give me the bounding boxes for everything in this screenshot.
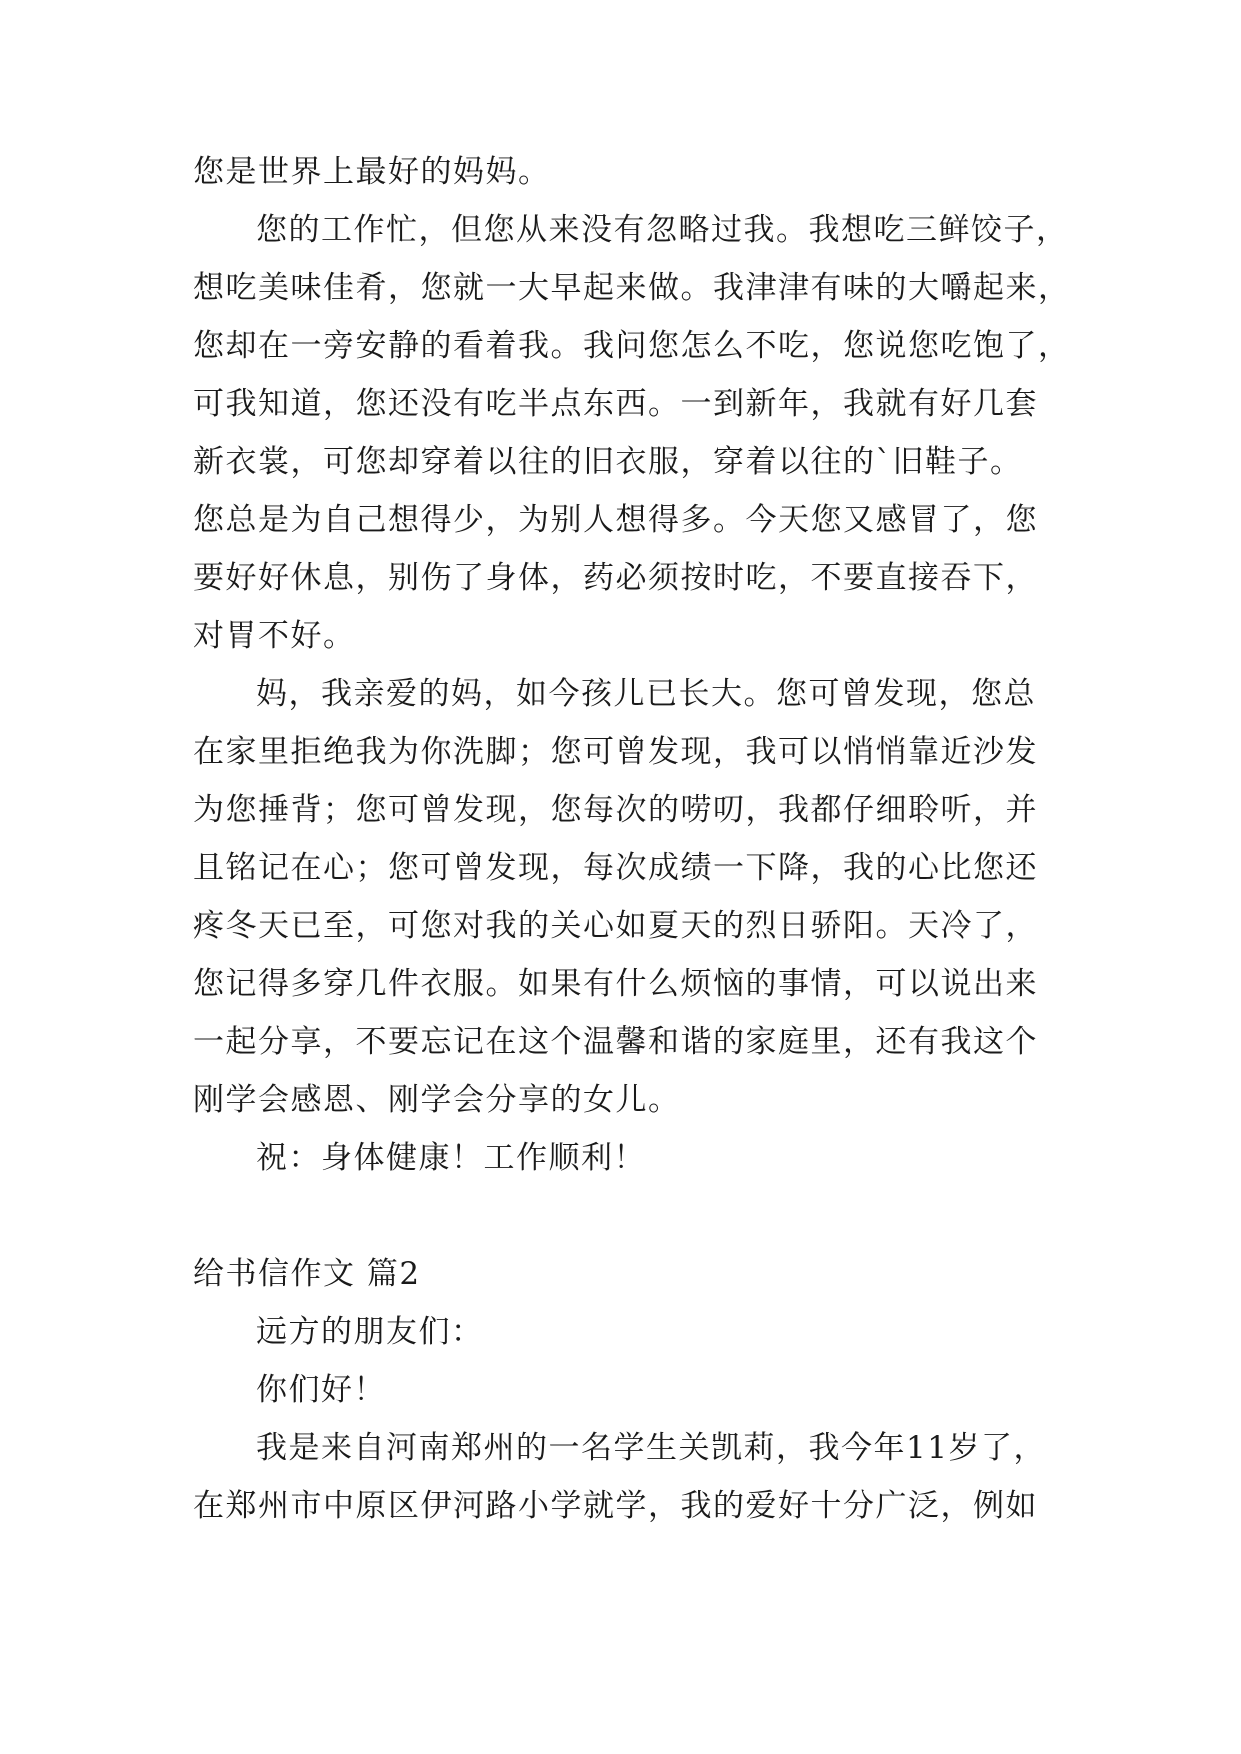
paragraph-line: 妈，我亲爱的妈，如今孩儿已长大。您可曾发现，您总 [256,676,1036,712]
paragraph-line: 您的工作忙，但您从来没有忽略过我。我想吃三鲜饺子， [256,212,1069,248]
greeting: 你们好！ [256,1372,386,1408]
paragraph-line: 疼冬天已至，可您对我的关心如夏天的烈日骄阳。天冷了， [193,908,1038,944]
paragraph-line: 在家里拒绝我为你洗脚；您可曾发现，我可以悄悄靠近沙发 [193,734,1038,770]
section-heading: 给书信作文 篇2 [193,1256,421,1292]
paragraph-line: 新衣裳，可您却穿着以往的旧衣服，穿着以往的`旧鞋子。 [193,444,1023,480]
paragraph-line: 我是来自河南郑州的一名学生关凯莉，我今年11岁了， [256,1430,1046,1466]
paragraph-line: 对胃不好。 [193,618,356,654]
paragraph-line: 为您捶背；您可曾发现，您每次的唠叨，我都仔细聆听，并 [193,792,1038,828]
paragraph-line: 一起分享，不要忘记在这个温馨和谐的家庭里，还有我这个 [193,1024,1038,1060]
paragraph-line: 要好好休息，别伤了身体，药必须按时吃，不要直接吞下， [193,560,1038,596]
paragraph-line: 在郑州市中原区伊河路小学就学，我的爱好十分广泛，例如 [193,1488,1038,1524]
paragraph-line: 您记得多穿几件衣服。如果有什么烦恼的事情，可以说出来 [193,966,1038,1002]
paragraph-line: 且铭记在心；您可曾发现，每次成绩一下降，我的心比您还 [193,850,1038,886]
paragraph-line: 您总是为自己想得少，为别人想得多。今天您又感冒了，您 [193,502,1038,538]
paragraph-line: 您是世界上最好的妈妈。 [193,154,551,190]
paragraph-line: 想吃美味佳肴，您就一大早起来做。我津津有味的大嚼起来， [193,270,1071,306]
salutation: 远方的朋友们： [256,1314,484,1350]
paragraph-line: 可我知道，您还没有吃半点东西。一到新年，我就有好几套 [193,386,1038,422]
closing-line: 祝：身体健康！工作顺利！ [256,1140,646,1176]
paragraph-line: 您却在一旁安静的看着我。我问您怎么不吃，您说您吃饱了， [193,328,1071,364]
paragraph-line: 刚学会感恩、刚学会分享的女儿。 [193,1082,681,1118]
